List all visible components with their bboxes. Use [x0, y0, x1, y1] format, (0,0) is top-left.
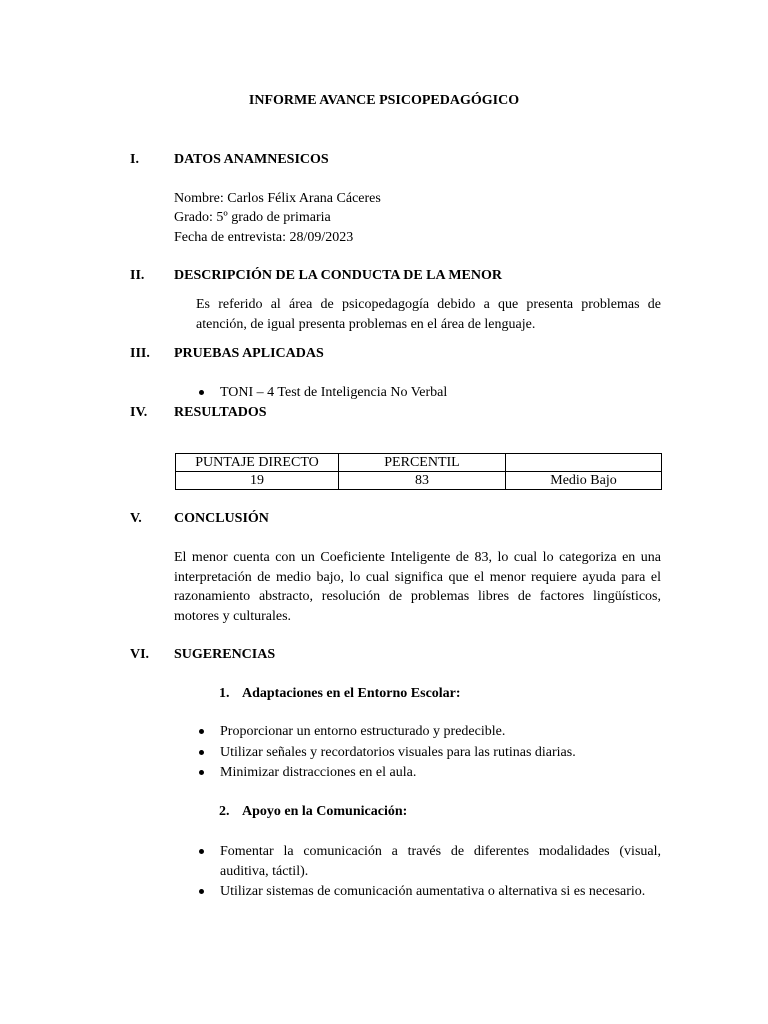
table-header-cell	[506, 454, 662, 472]
table-header-cell: PUNTAJE DIRECTO	[176, 454, 339, 472]
list-item	[197, 882, 661, 902]
datos-grado: Grado: 5º grado de primaria	[174, 210, 331, 225]
bullet-icon	[199, 849, 204, 854]
section-title-datos-anamnesicos: DATOS ANAMNESICOS	[174, 152, 329, 167]
section-title-pruebas: PRUEBAS APLICADAS	[174, 346, 324, 361]
table-header-cell: PERCENTIL	[339, 454, 506, 472]
list-item-text: Minimizar distracciones en el aula.	[220, 765, 417, 780]
section-title-descripcion: DESCRIPCIÓN DE LA CONDUCTA DE LA MENOR	[174, 268, 503, 283]
bullet-icon	[199, 770, 204, 775]
list-item	[197, 383, 661, 403]
list-item	[197, 743, 661, 763]
subheading-comunicacion	[219, 802, 407, 821]
list-item-text: Utilizar sistemas de comunicación aumentativa o alternativa si es necesario.	[220, 884, 646, 899]
section-number-3: III.	[130, 346, 150, 361]
table-row	[176, 472, 662, 490]
pruebas-list	[197, 383, 661, 403]
section-number-2: II.	[130, 268, 145, 283]
section-number-5: V.	[130, 511, 142, 526]
section-title-sugerencias: SUGERENCIAS	[174, 647, 276, 662]
datos-nombre: Nombre: Carlos Félix Arana Cáceres	[174, 191, 381, 206]
conclusion-paragraph: El menor cuenta con un Coeficiente Inteligente de 83, lo cual lo categoriza en una interpretación de medio bajo, lo cual significa que el menor requiere ayuda para el razonamiento abstracto, resolución de problemas libres de factores lingüísticos, motores y culturales.	[174, 550, 661, 624]
section-number-6: VI.	[130, 647, 150, 662]
bullet-icon	[199, 750, 204, 755]
section-number-4: IV.	[130, 405, 148, 420]
list-item	[197, 763, 661, 783]
table-cell: 19	[176, 472, 339, 490]
comunicacion-list	[197, 842, 661, 902]
table-cell: 83	[339, 472, 506, 490]
datos-fecha: Fecha de entrevista: 28/09/2023	[174, 230, 354, 245]
table-header-row	[176, 454, 662, 472]
subheading-number: 1.	[219, 686, 230, 701]
document-title: INFORME AVANCE PSICOPEDAGÓGICO	[248, 93, 520, 108]
subheading-number: 2.	[219, 804, 230, 819]
list-item-text: Fomentar la comunicación a través de diferentes modalidades (visual, auditiva, táctil).	[220, 844, 661, 879]
prueba-text: TONI – 4 Test de Inteligencia No Verbal	[220, 385, 448, 400]
results-table	[175, 453, 662, 490]
list-item	[197, 722, 661, 742]
section-number-1: I.	[130, 152, 139, 167]
list-item-text: Utilizar señales y recordatorios visuales para las rutinas diarias.	[220, 744, 576, 760]
list-item	[197, 842, 661, 881]
table-cell: Medio Bajo	[506, 472, 662, 490]
subheading-title: Apoyo en la Comunicación:	[242, 804, 408, 819]
bullet-icon	[199, 729, 204, 734]
descripcion-paragraph: Es referido al área de psicopedagogía debido a que presenta problemas de atención, de igual presenta problemas en el área de lenguaje.	[196, 297, 661, 332]
subheading-adaptaciones	[219, 684, 461, 703]
section-title-conclusion: CONCLUSIÓN	[174, 511, 269, 526]
subheading-title: Adaptaciones en el Entorno Escolar:	[242, 686, 461, 701]
section-title-resultados: RESULTADOS	[174, 405, 267, 420]
adaptaciones-list	[197, 722, 661, 783]
bullet-icon	[199, 889, 204, 894]
bullet-icon	[199, 390, 204, 395]
list-item-text: Proporcionar un entorno estructurado y predecible.	[220, 724, 506, 739]
